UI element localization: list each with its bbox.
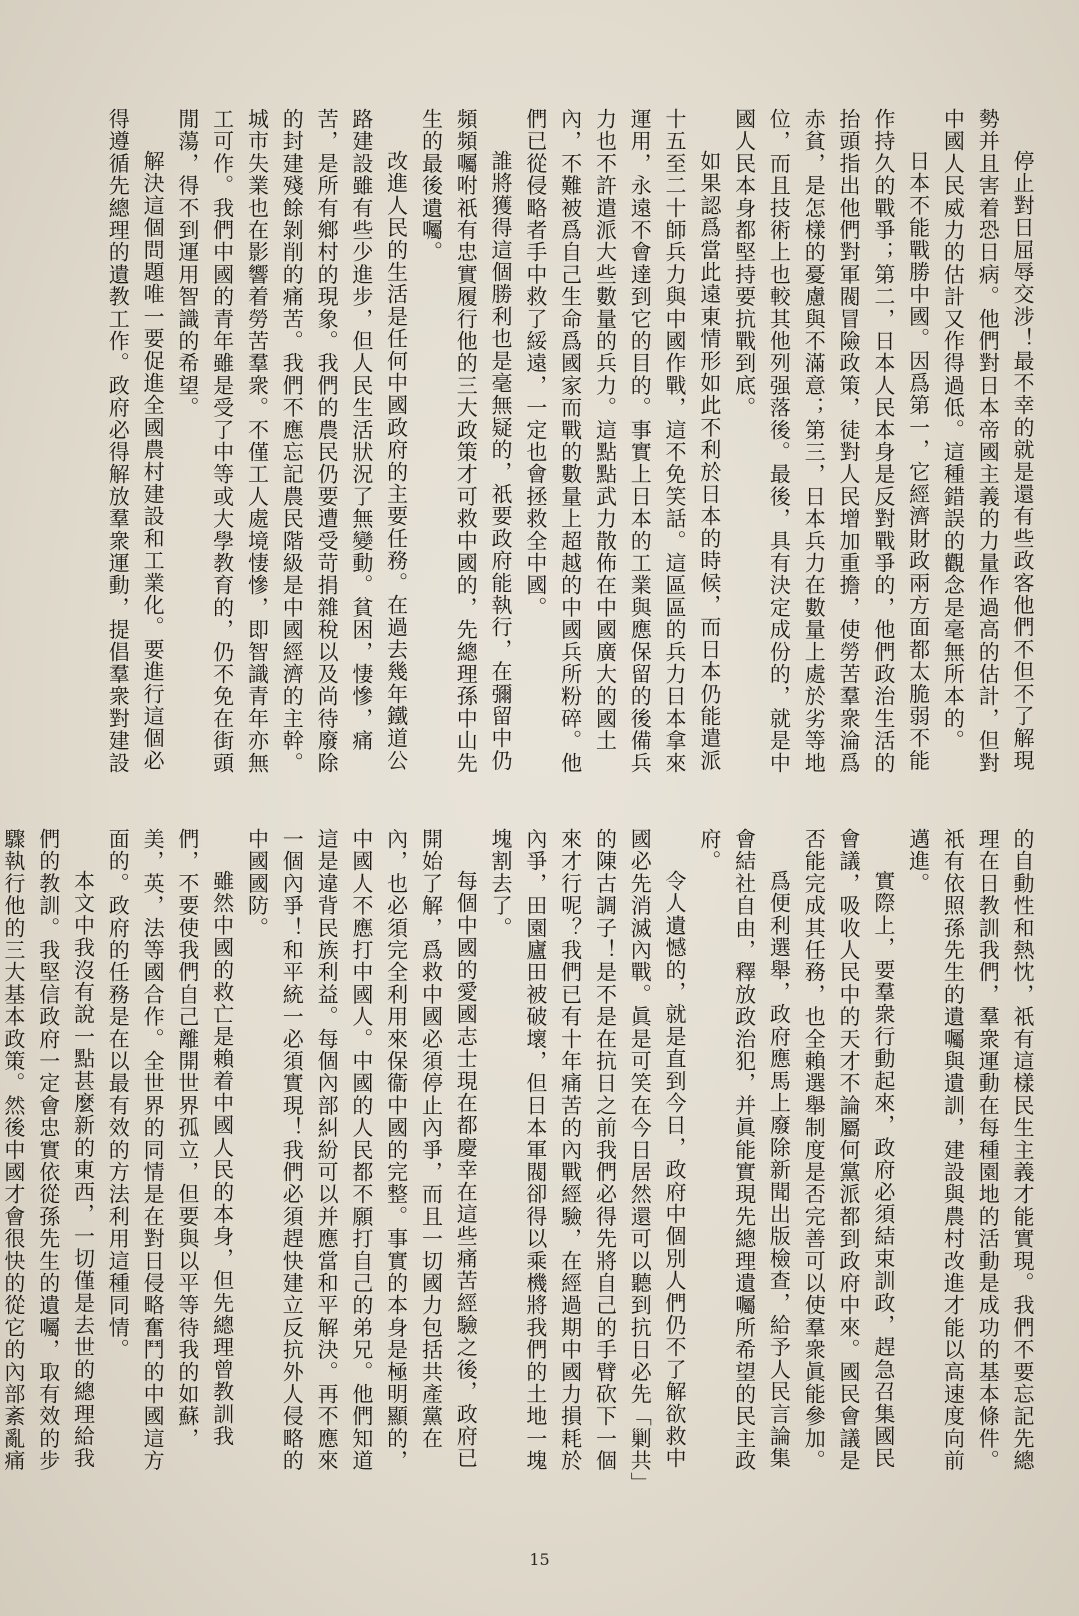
paragraph: 改進人民的生活是任何中國政府的主要任務。在過去幾年鐵道公路建設雖有些少進步，但人民生活狀況了無變動。貧困，悽慘，痛苦，是所有鄉村的現象。我們的農民仍要遭受苛捐雜稅以及尚待廢除的封建殘餘剝削的痛苦。我們不應忘記農民階級是中國經濟的主幹。城市失業也在影響着勞苦羣衆。不僅工人處境悽慘，即智識青年亦無工可作。我們中國的青年雖是受了中等或大學教育的，仍不免在街頭閒蕩，得不到運用智識的希望。	[175, 108, 409, 774]
paragraph: 實際上，要羣衆行動起來，政府必須結束訓政，趕急召集國民會議，吸收人民中的天才不論屬何黨派都到政府中來。國民會議是否能完成其任務，也全賴選舉制度是否完善可以使羣衆眞能參加。	[802, 828, 896, 1472]
paragraph: 雖然中國的救亡是賴着中國人民的本身，但先總理曾教訓我們，不要使我們自己離開世界孤立，但要與以平等待我的如蘇，美，英，法等國合作。全世界的同情是在對日侵略奮鬥的中國這方面的。政府的任務是在以最有效的方法利用這種同情。	[106, 828, 235, 1472]
paragraph: 日本不能戰勝中國。因爲第一，它經濟財政兩方面都太脆弱不能作持久的戰爭；第二，日本人民本身是反對戰爭的，他們政治生活的抬頭指出他們對軍閥冒險政策，徒對人民增加重擔，使勞苦羣衆淪爲赤貧，是怎樣的憂慮與不滿意；第三，日本兵力在數量上處於劣等地位，而且技術上也較其他列强落後。最後，具有決定成份的，就是中國人民本身都堅持要抗戰到底。	[732, 108, 931, 774]
paragraph: 誰將獲得這個勝利也是毫無疑的，祇要政府能執行，在彌留中仍頻頻囑咐祇有忠實履行他的三大政策才可救中國的，先總理孫中山先生的最後遺囑。	[419, 108, 514, 774]
paragraph: 停止對日屈辱交涉！最不幸的就是還有些政客他們不但不了解現勢并且害着恐日病。他們對日本帝國主義的力量作過高的估計，但對中國人民威力的估計又作得過低。這種錯誤的觀念是毫無所本的。	[941, 108, 1035, 774]
paragraph: 每個中國的愛國志士現在都慶幸在這些痛苦經驗之後，政府已開始了解，爲救中國必須停止內爭，而且一切國力包括共產黨在內，也必須完全利用來保衞中國的完整。事實的本身是極明顯的，中國人不應打中國人。中國的人民都不願打自己的弟兄。他們知道這是違背民族利益。每個內部糾紛可以并應當和平解決。再不應來一個內爭！和平統一必須實現！我們必須趕快建立反抗外人侵略的中國國防。	[245, 828, 479, 1472]
paragraph: 令人遺憾的，就是直到今日，政府中個別人們仍不了解欲救中國必先消滅內戰。眞是可笑在今日居然還可以聽到抗日必先「剿共」的陳古調子！是不是在抗日之前我們必得先將自己的手臂砍下一個來才行呢？我們已有十年痛苦的內戰經驗，在經過期中國力損耗於內爭，田園廬田被破壞，但日本軍閥卻得以乘機將我們的土地一塊塊割去了。	[489, 828, 688, 1484]
paragraph: 爲便利選舉，政府應馬上廢除新聞出版檢查，給予人民言論集會結社自由，釋放政治犯，并眞能實現先總理遺囑所希望的民主政府。	[697, 828, 792, 1472]
paragraph: 如果認爲當此遠東情形如此不利於日本的時候，而日本仍能遣派十五至二十師兵力與中國作戰，這不免笑話。這區區的兵力日本拿來運用，永遠不會達到它的目的。事實上日本的工業與應保留的後備兵力也不許遣派大些數量的兵力。這點點武力散佈在中國廣大的國土內，不難被爲自己生命爲國家而戰的數量上超越的中國兵所粉碎。他們已從侵略者手中救了綏遠，一定也會拯救全中國。	[523, 108, 722, 774]
paragraph: 的自動性和熱忱，祇有這樣民生主義才能實現。我們不要忘記先總理在日教訓我們，羣衆運動在每種園地的活動是成功的基本條件。祇有依照孫先生的遺囑與遺訓，建設與農村改進才能以高速度向前邁進。	[906, 828, 1035, 1472]
lower-text-block	[1, 828, 1040, 1488]
page-number: 15	[529, 1550, 550, 1569]
paragraph: 本文中我沒有說一點甚麼新的東西，一切僅是去世的總理給我們的教訓。我堅信政府一定會忠實依從孫先生的遺囑，取有效的步驟執行他的三大基本政策。然後中國才會很快的從它的內部紊亂痛	[1, 828, 96, 1472]
paragraph: 解決這個問題唯一要促進全國農村建設和工業化。要進行這個必得遵循先總理的遺教工作。政府必得解放羣衆運動，提倡羣衆對建設	[106, 108, 166, 774]
upper-text-block	[40, 108, 1040, 780]
